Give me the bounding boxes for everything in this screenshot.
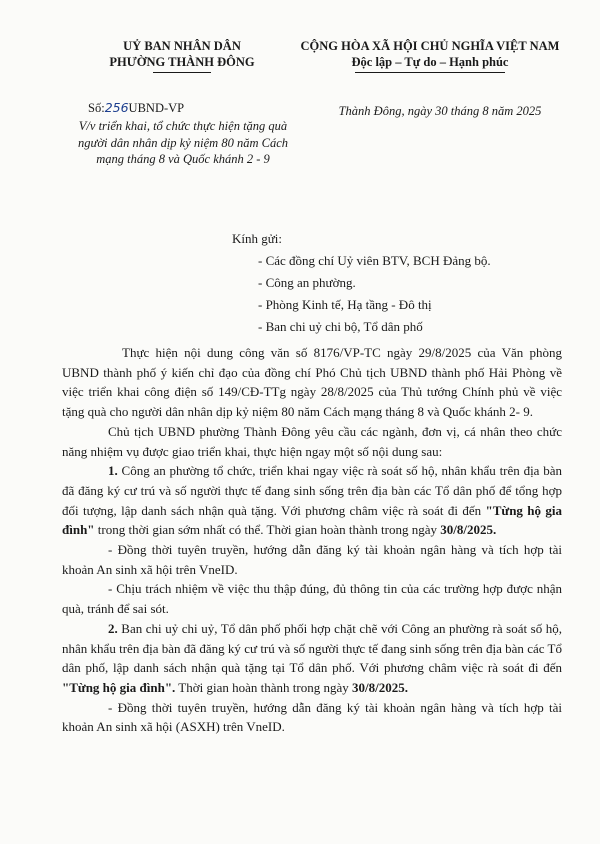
motto-underline: [355, 72, 505, 73]
item-1-emphasis: "Từng hộ gia đình": [62, 502, 562, 538]
doc-number-prefix: Số:: [88, 101, 105, 115]
recipient-item: - Ban chi uỷ chi bộ, Tổ dân phố: [258, 319, 423, 334]
place-and-date: Thành Đông, ngày 30 tháng 8 năm 2025: [338, 104, 542, 118]
issuing-agency: [62, 38, 302, 73]
greeting: Kính gửi:: [232, 231, 283, 246]
item-2-text-b: Thời gian hoàn thành trong ngày: [175, 679, 352, 695]
recipient-item: - Các đồng chí Uỷ viên BTV, BCH Đảng bộ.: [258, 253, 491, 268]
item-1-text-b: trong thời gian sớm nhất có thể. Thời gian hoàn thành trong ngày: [94, 522, 441, 538]
paragraph-item-1-propaganda: - Đồng thời tuyên truyền, hướng dẫn đăng ký tài khoản ngân hàng và tích hợp tài khoản An sinh xã hội trên VneID.: [62, 542, 562, 577]
doc-number-handwritten: 256: [104, 100, 129, 115]
item-2-deadline: 30/8/2025.: [351, 679, 408, 695]
item-1-deadline: 30/8/2025.: [440, 522, 497, 538]
item-1-text-a: Công an phường tổ chức, triển khai ngay việc rà soát số hộ, nhân khẩu trên địa bàn đã đăng ký cư trú và số người thực tế đang sinh sống trên địa bàn các Tổ dân phố để tổng hợp đối tượng, lập danh sách nhận quà tặng. Với phương châm việc rà soát đi đến: [62, 463, 562, 518]
document-body: [62, 343, 562, 737]
recipients-block: [232, 228, 572, 338]
paragraph-item-1: [62, 461, 562, 540]
doc-number-suffix: UBND-VP: [128, 101, 185, 115]
item-2-number: 2.: [108, 620, 118, 636]
paragraph-intro: Thực hiện nội dung công văn số 8176/VP-TC ngày 29/8/2025 của Văn phòng UBND thành phố ý kiến chỉ đạo của đồng chí Phó Chủ tịch UBND thành phố Hải Phòng về việc triển khai công điện số 149/CĐ-TTg ngày 28/8/2025 của Thủ tướng Chính phủ về việc tặng quà cho người dân nhân dịp kỷ niệm 80 năm Cách mạng tháng 8 và Quốc khánh 2- 9.: [62, 345, 562, 420]
document-header: [0, 38, 600, 198]
paragraph-item-1-responsibility: - Chịu trách nhiệm về việc thu thập đúng, đủ thông tin của các trường hợp được nhận quà, tránh để sai sót.: [62, 581, 562, 617]
national-title: [280, 38, 580, 73]
national-motto: Độc lập – Tự do – Hạnh phúc: [351, 55, 509, 69]
agency-underline: [153, 72, 211, 73]
item-1-number: 1.: [108, 463, 118, 479]
paragraph-request: Chủ tịch UBND phường Thành Đông yêu cầu các ngành, đơn vị, cá nhân theo chức năng nhiệm vụ được giao triển khai, thực hiện ngay một số nội dung sau:: [62, 423, 562, 459]
item-2-text-a: Ban chi uỷ chi uỷ, Tổ dân phố phối hợp chặt chẽ với Công an phường rà soát số hộ, nhân khẩu trên địa bàn đã đăng ký cư trú và số người thực tế đang sinh sống trên địa bàn các Tổ dân phố, lập danh sách nhận quà tặng tại Tổ dân phố. Với phương châm việc rà soát đi đến: [62, 620, 562, 676]
document-number: [88, 100, 288, 116]
recipient-list: [232, 250, 572, 338]
recipient-item: - Phòng Kinh tế, Hạ tầng - Đô thị: [258, 297, 432, 312]
paragraph-item-2-propaganda: - Đồng thời tuyên truyền, hướng dẫn đăng ký tài khoản ngân hàng và tích hợp tài khoản An sinh xã hội (ASXH) trên VneID.: [62, 699, 562, 735]
document-subject: V/v triển khai, tổ chức thực hiện tặng quà người dân nhân dịp kỷ niệm 80 năm Cách mạng tháng 8 và Quốc khánh 2 - 9: [78, 119, 288, 166]
agency-line-1: UỶ BAN NHÂN DÂN: [123, 39, 241, 53]
agency-line-2: PHƯỜNG THÀNH ĐÔNG: [109, 55, 255, 69]
item-2-emphasis: "Từng hộ gia đình".: [62, 679, 176, 695]
recipient-item: - Công an phường.: [258, 275, 356, 290]
country-name: CỘNG HÒA XÃ HỘI CHỦ NGHĨA VIỆT NAM: [300, 39, 560, 53]
paragraph-item-2: [62, 619, 562, 698]
